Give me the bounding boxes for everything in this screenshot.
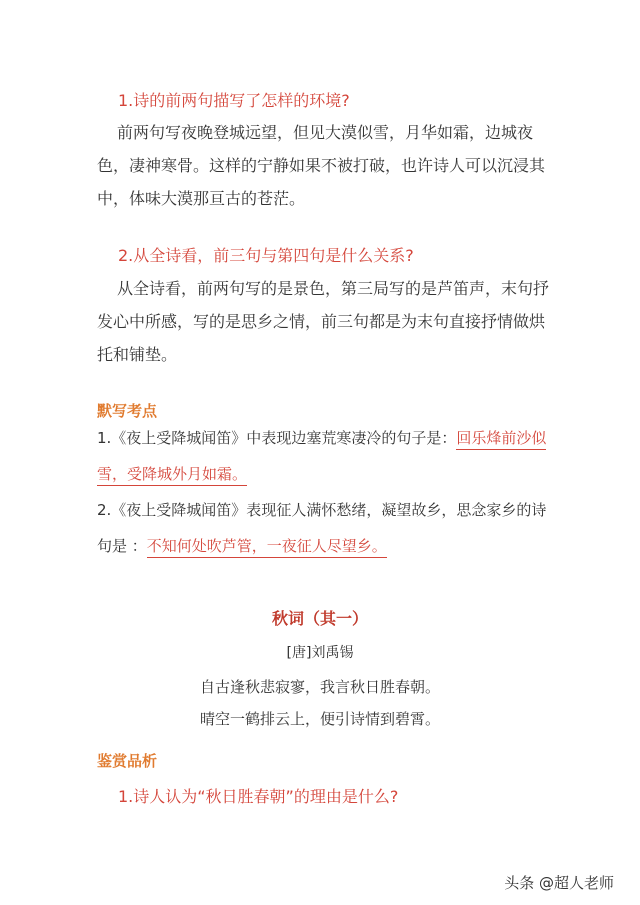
watermark: 头条 @超人老师 [504, 874, 614, 892]
dictation-item-2-answer: 不知何处吹芦管，一夜征人尽望乡。 [147, 537, 387, 558]
dictation-item-1-answer: 回乐烽前沙似雪，受降城外月如霜。 [97, 429, 546, 486]
appreciation-question-1: 1.诗人认为“秋日胜春朝”的理由是什么? [118, 787, 399, 806]
question-2-title: 2.从全诗看，前三句与第四句是什么关系? [118, 246, 414, 265]
question-1-title: 1.诗的前两句描写了怎样的环境? [118, 91, 350, 110]
question-2-answer: 从全诗看，前两句写的是景色，第三局写的是芦笛声，末句抒发心中所感，写的是思乡之情，前三句都是为末句直接抒情做烘托和铺垫。 [97, 279, 550, 364]
appreciation-heading: 鉴赏品析 [97, 752, 158, 770]
poem-title: 秋词（其一） [271, 609, 368, 628]
poem-author: [唐]刘禹锡 [286, 645, 354, 661]
question-1-answer: 前两句写夜晚登城远望，但见大漠似雪，月华如霜，边城夜色，凄神寒骨。这样的宁静如果不被打破，也许诗人可以沉浸其中，体味大漠那亘古的苍茫。 [97, 123, 546, 208]
dictation-item-2-prompt: 2.《夜上受降城闻笛》表现征人满怀愁绪，凝望故乡，思念家乡的诗句是 ： [97, 501, 547, 555]
dictation-heading: 默写考点 [97, 402, 158, 420]
dictation-item-1 [97, 420, 557, 492]
poem-line-2: 晴空一鹤排云上，便引诗情到碧霄。 [199, 710, 440, 728]
dictation-item-2 [97, 492, 557, 564]
dictation-item-1-prompt: 1.《夜上受降城闻笛》中表现边塞荒寒凄冷的句子是： [97, 429, 457, 447]
poem-line-1: 自古逢秋悲寂寥，我言秋日胜春朝。 [199, 678, 440, 696]
